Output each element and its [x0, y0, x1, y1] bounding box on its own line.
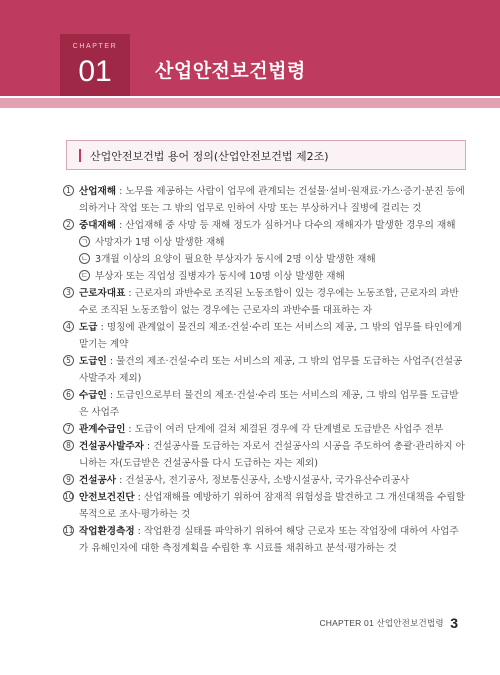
- definition-item: [63, 523, 467, 557]
- definition-term: 수급인: [79, 390, 107, 401]
- number-marker-icon: 10: [64, 492, 74, 501]
- footer-text: CHAPTER 01 산업안전보건법령: [319, 617, 444, 628]
- term-separator: :: [116, 475, 126, 486]
- chapter-number: 01: [78, 55, 112, 88]
- term-separator: :: [106, 356, 117, 367]
- term-separator: :: [125, 288, 135, 299]
- section-heading-box: [66, 140, 466, 170]
- page-footer: [319, 614, 458, 632]
- number-marker-icon: 4: [63, 321, 74, 332]
- definition-text: 산업재해를 예방하기 위하여 잠재적 위험성을 발견하고 그 개선대책을 수립할 목적으로 조사·평가하는 것: [79, 492, 465, 520]
- page-number: 3: [450, 614, 458, 631]
- term-separator: :: [106, 390, 117, 401]
- number-marker-icon: 2: [63, 219, 74, 230]
- number-marker-icon: 5: [63, 355, 74, 366]
- definition-text: 노무를 제공하는 사람이 업무에 관계되는 건설물·설비·원재료·가스·증기·분진 등에 의하거나 작업 또는 그 밖의 업무로 인하여 사망 또는 부상하거나 질병에 걸리는 것: [79, 186, 465, 214]
- definition-item: [63, 387, 467, 421]
- definitions-list: [63, 183, 467, 557]
- term-separator: :: [143, 441, 154, 452]
- banner-accent-strip: [0, 98, 500, 108]
- definition-item: [63, 438, 467, 472]
- definition-item: [63, 183, 467, 217]
- sub-item-text: 부상자 또는 직업성 질병자가 동시에 10명 이상 발생한 재해: [95, 271, 345, 282]
- number-marker-icon: 6: [63, 389, 74, 400]
- number-marker-icon: 1: [63, 185, 74, 196]
- definition-term: 안전보건진단: [79, 492, 135, 503]
- definition-term: 중대재해: [79, 220, 117, 231]
- sub-marker-icon: ㄴ: [80, 254, 89, 263]
- definition-text: 작업환경 실태를 파악하기 위하여 해당 근로자 또는 작업장에 대하여 사업주가 유해인자에 대한 측정계획을 수립한 후 시료를 채취하고 분석·평가하는 것: [79, 526, 459, 554]
- definition-term: 도급: [79, 322, 98, 333]
- definition-text: 명칭에 관계없이 물건의 제조·건설·수리 또는 서비스의 제공, 그 밖의 업무를 타인에게 맡기는 계약: [79, 322, 462, 350]
- term-separator: :: [116, 186, 126, 197]
- definition-term: 건설공사발주자: [79, 441, 144, 452]
- definition-item: [63, 285, 467, 319]
- sub-marker-icon: ㄱ: [80, 237, 89, 246]
- sub-item-text: 사망자가 1명 이상 발생한 재해: [95, 237, 225, 248]
- definition-text: 산업재해 중 사망 등 재해 정도가 심하거나 다수의 재해자가 발생한 경우의 재해: [125, 220, 456, 231]
- sub-item: [63, 234, 467, 251]
- term-separator: :: [116, 220, 126, 231]
- sub-marker-icon: ㄷ: [80, 271, 89, 280]
- number-marker-icon: 8: [63, 440, 74, 451]
- definition-item: [63, 353, 467, 387]
- definition-text: 근로자의 과반수로 조직된 노동조합이 있는 경우에는 노동조합, 근로자의 과반수로 조직된 노동조합이 없는 경우에는 근로자의 과반수를 대표하는 자: [79, 288, 459, 316]
- definition-item: [63, 489, 467, 523]
- number-marker-icon: 11: [64, 526, 74, 535]
- chapter-label: CHAPTER: [72, 43, 118, 50]
- definition-item: [63, 319, 467, 353]
- definition-term: 근로자대표: [79, 288, 126, 299]
- term-separator: :: [97, 322, 107, 333]
- definition-item: [63, 217, 467, 234]
- definition-text: 도급인으로부터 물건의 제조·건설·수리 또는 서비스의 제공, 그 밖의 업무를 도급받은 사업주: [79, 390, 459, 418]
- chapter-number-box: [60, 34, 130, 96]
- term-separator: :: [125, 424, 135, 435]
- definition-item: [63, 421, 467, 438]
- section-title: 산업안전보건법 용어 정의(산업안전보건법 제2조): [90, 150, 329, 163]
- section-bar-icon: [79, 149, 81, 162]
- definition-item: [63, 472, 467, 489]
- sub-item: [63, 251, 467, 268]
- definition-term: 산업재해: [79, 186, 117, 197]
- sub-item: [63, 268, 467, 285]
- number-marker-icon: 7: [63, 423, 74, 434]
- number-marker-icon: 9: [63, 474, 74, 485]
- definition-text: 도급이 여러 단계에 걸쳐 체결된 경우에 각 단계별로 도급받은 사업주 전부: [134, 424, 444, 435]
- definition-text: 건설공사, 전기공사, 정보통신공사, 소방시설공사, 국가유산수리공사: [125, 475, 410, 486]
- definition-text: 물건의 제조·건설·수리 또는 서비스의 제공, 그 밖의 업무를 도급하는 사업주(건설공사발주자 제외): [79, 356, 463, 384]
- number-marker-icon: 3: [63, 287, 74, 298]
- definition-term: 건설공사: [79, 475, 117, 486]
- definition-text: 건설공사를 도급하는 자로서 건설공사의 시공을 주도하여 총괄·관리하지 아니하는 자(도급받은 건설공사를 다시 도급하는 자는 제외): [79, 441, 465, 469]
- chapter-title: 산업안전보건법령: [155, 60, 306, 82]
- definition-term: 도급인: [79, 356, 107, 367]
- definition-term: 관계수급인: [79, 424, 126, 435]
- sub-item-text: 3개월 이상의 요양이 필요한 부상자가 동시에 2명 이상 발생한 재해: [95, 254, 376, 265]
- definition-term: 작업환경측정: [79, 526, 135, 537]
- term-separator: :: [134, 526, 144, 537]
- term-separator: :: [134, 492, 144, 503]
